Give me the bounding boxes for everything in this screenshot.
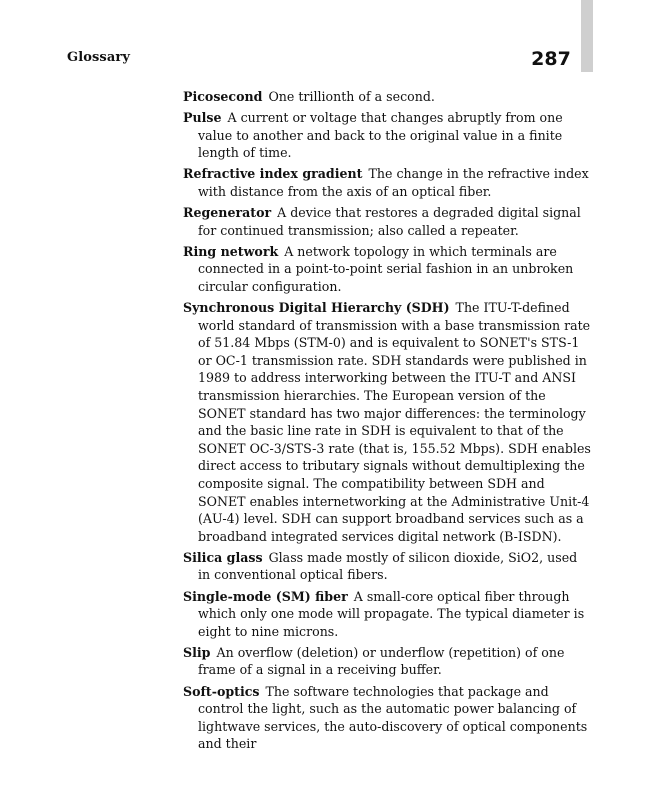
glossary-entry — [183, 109, 593, 162]
glossary-entries — [183, 88, 593, 756]
glossary-term: Silica glass — [183, 549, 263, 565]
glossary-term: Pulse — [183, 110, 222, 126]
glossary-term: Soft-optics — [183, 683, 260, 699]
glossary-definition: A device that restores a degraded digital signal for continued transmission; also called a repeater. — [198, 205, 581, 238]
glossary-definition: A current or voltage that changes abruptly from one value to another and back to the original value in a finite length of time. — [198, 110, 563, 161]
glossary-definition: A small-core optical fiber through which only one mode will propagate. The typical diameter is eight to nine microns. — [198, 588, 585, 639]
glossary-entry — [183, 588, 593, 641]
glossary-definition: One trillionth of a second. — [268, 89, 435, 104]
glossary-definition: The software technologies that package and control the light, such as the automatic power balancing of lightwave services, the auto-discovery of optical components and their — [198, 683, 588, 752]
page-edge-tab — [581, 0, 593, 72]
glossary-term: Picosecond — [183, 89, 263, 104]
glossary-entry — [183, 88, 593, 106]
glossary-term: Refractive index gradient — [183, 166, 363, 182]
glossary-entry — [183, 683, 593, 753]
glossary-definition: An overflow (deletion) or underflow (repetition) of one frame of a signal in a receiving buffer. — [198, 644, 565, 678]
glossary-term: Single-mode (SM) fiber — [183, 588, 348, 604]
glossary-term: Ring network — [183, 243, 279, 259]
glossary-term: Slip — [183, 644, 211, 660]
glossary-term: Regenerator — [183, 205, 272, 221]
running-header-title: Glossary — [67, 50, 130, 65]
glossary-definition: Glass made mostly of silicon dioxide, SiO2, used in conventional optical fibers. — [198, 549, 578, 583]
glossary-entry — [183, 644, 593, 679]
page-number: 287 — [531, 48, 571, 70]
glossary-definition: The change in the refractive index with distance from the axis of an optical fiber. — [198, 166, 589, 199]
glossary-entry — [183, 299, 593, 545]
glossary-definition: The ITU-T-defined world standard of transmission with a base transmission rate of 51.84 Mbps (STM-0) and is equivalent to SONET's STS-1 or OC-1 transmission rate. SDH standards were published in 1989 to address interworking between the ITU-T and ANSI transmission hierarchies. The European version of the SONET standard has two major differences: the terminology and the basic line rate in SDH is equivalent to that of the SONET OC-3/STS-3 rate (that is, 155.52 Mbps). SDH enables direct access to tributary signals without demultiplexing the composite signal. The compatibility between SDH and SONET enables internetworking at the Administrative Unit-4 (AU-4) level. SDH can support broadband services such as a broadband integrated services digital network (B-ISDN). — [198, 300, 591, 544]
glossary-definition: A network topology in which terminals are connected in a point-to-point serial fashion in an unbroken circular configuration. — [198, 243, 574, 294]
glossary-term: Synchronous Digital Hierarchy (SDH) — [183, 300, 450, 316]
glossary-entry — [183, 549, 593, 584]
glossary-entry — [183, 165, 593, 200]
glossary-entry — [183, 243, 593, 296]
glossary-entry — [183, 204, 593, 239]
